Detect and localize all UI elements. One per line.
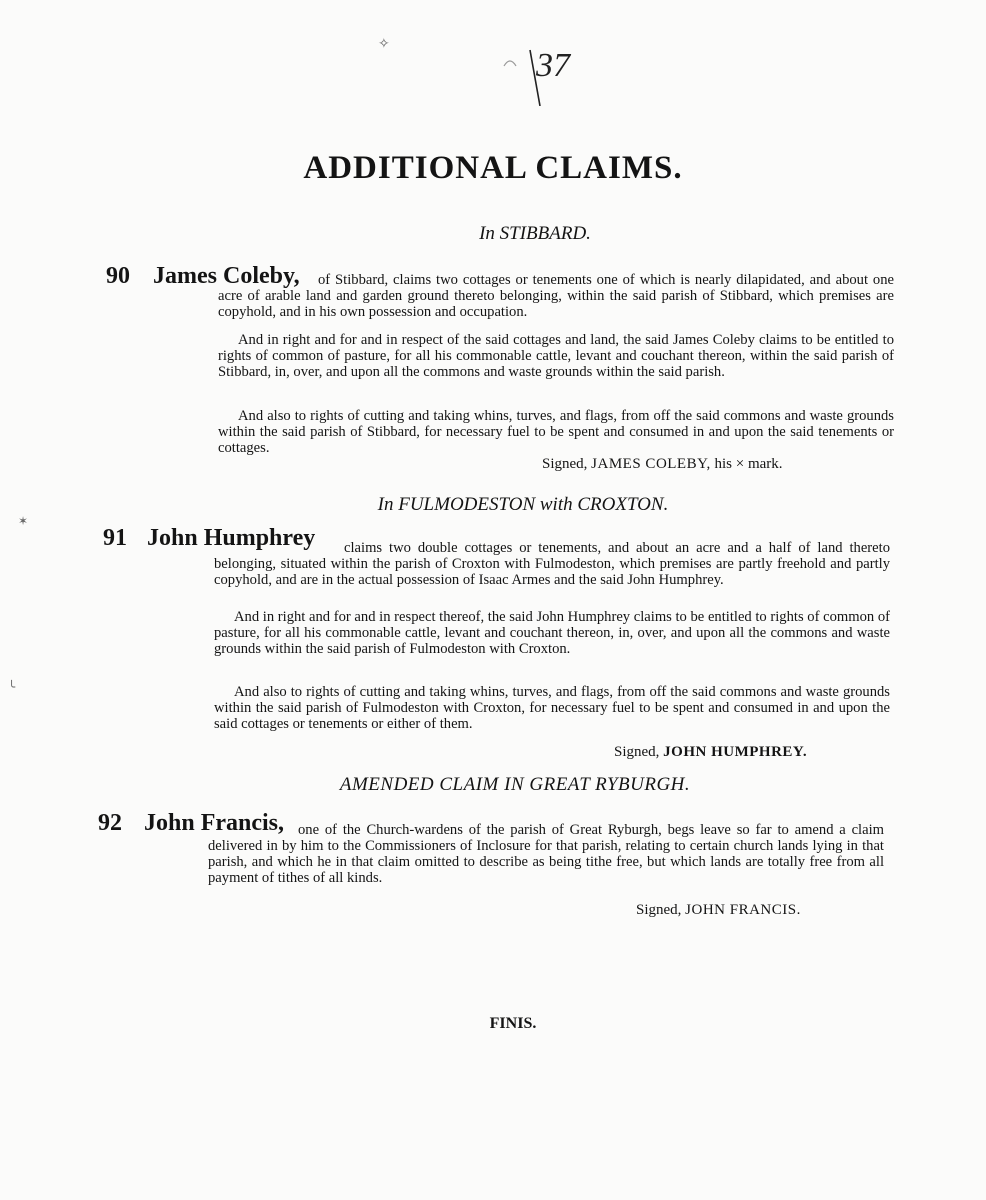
section-heading-great-ryburgh: AMENDED CLAIM IN GREAT RYBURGH.	[339, 774, 691, 795]
claim-number: 90	[106, 263, 130, 289]
claim-paragraph: And also to rights of cutting and taking whins, turves, and flags, from off the said commons and waste grounds within the said parish of Stibbard, for necessary fuel to be spent and consumed in and upon the said tenements or cottages.	[218, 408, 894, 456]
signatory-name: JOHN HUMPHREY.	[663, 744, 808, 760]
signatory-name: JAMES COLEBY,	[591, 456, 711, 472]
claim-paragraph: And in right and for and in respect of the said cottages and land, the said James Coleby claims to be entitled to rights of common of pasture, for all his commonable cattle, levant and couchant thereon, within the said parish of Stibbard, in, over, and upon all the commons and waste grounds within the said parish.	[218, 332, 894, 380]
finis-text: FINIS.	[489, 1015, 537, 1032]
signed-label: Signed,	[614, 744, 660, 760]
signature-line	[614, 744, 807, 761]
first-para-text: claims two double cottages or tenements, and about an acre and a half of land thereto belonging, situated within the parish of Croxton with Fulmodeston, which premises are partly freehold and partly copyhold, and are in the actual possession of Isaac Armes and the said John Humphrey.	[214, 540, 890, 588]
margin-speck: ╰	[8, 680, 16, 694]
page-title: ADDITIONAL CLAIMS.	[303, 150, 683, 186]
signed-label: Signed,	[542, 456, 588, 472]
margin-speck: ✶	[18, 514, 29, 528]
svg-text:37: 37	[536, 47, 570, 84]
claim-first-paragraph	[208, 822, 884, 886]
signatory-mark: his × mark.	[714, 456, 783, 472]
first-para-text: of Stibbard, claims two cottages or tenements one of which is nearly dilapidated, and about one acre of arable land and garden ground thereto belonging, within the said parish of Stibbard, which premises are copyhold, and in his own possession and occupation.	[218, 272, 894, 320]
claimant-name: John Francis,	[144, 810, 285, 836]
claim-paragraph: And in right and for and in respect thereof, the said John Humphrey claims to be entitled to rights of common of pasture, for all his commonable cattle, levant and couchant thereon, in, over, and upon all the commons and waste grounds within the said parish of Fulmodeston with Croxton.	[214, 609, 890, 657]
claim-paragraph: And also to rights of cutting and taking whins, turves, and flags, from off the said commons and waste grounds within the said parish of Fulmodeston with Croxton, for necessary fuel to be spent and consumed in and upon the said cottages or tenements or either of them.	[214, 684, 890, 732]
section-heading-stibbard: In STIBBARD.	[479, 223, 591, 244]
paper-mark: ✧	[378, 37, 390, 52]
section-heading-fulmodeston: In FULMODESTON with CROXTON.	[377, 494, 669, 515]
claimant-name: John Humphrey	[147, 525, 316, 551]
folio-pen-marks	[500, 36, 580, 106]
signatory-name: JOHN FRANCIS.	[685, 902, 801, 918]
handwritten-folio-number	[500, 36, 580, 106]
signed-label: Signed,	[636, 902, 682, 918]
signature-line	[636, 902, 801, 919]
claimant-name: James Coleby,	[153, 263, 300, 289]
first-para-text: one of the Church-wardens of the parish of Great Ryburgh, begs leave so far to amend a claim delivered in by him to the Commissioners of Inclosure for that parish, relating to certain church lands lying in that parish, and which he in that claim omitted to describe as being tithe free, but which lands are totally free from all payment of tithes of all kinds.	[208, 822, 884, 886]
claim-number: 91	[103, 525, 127, 551]
signature-line	[542, 456, 783, 473]
claim-first-paragraph	[214, 540, 890, 588]
claim-number: 92	[98, 810, 122, 836]
claim-first-paragraph	[218, 272, 894, 320]
